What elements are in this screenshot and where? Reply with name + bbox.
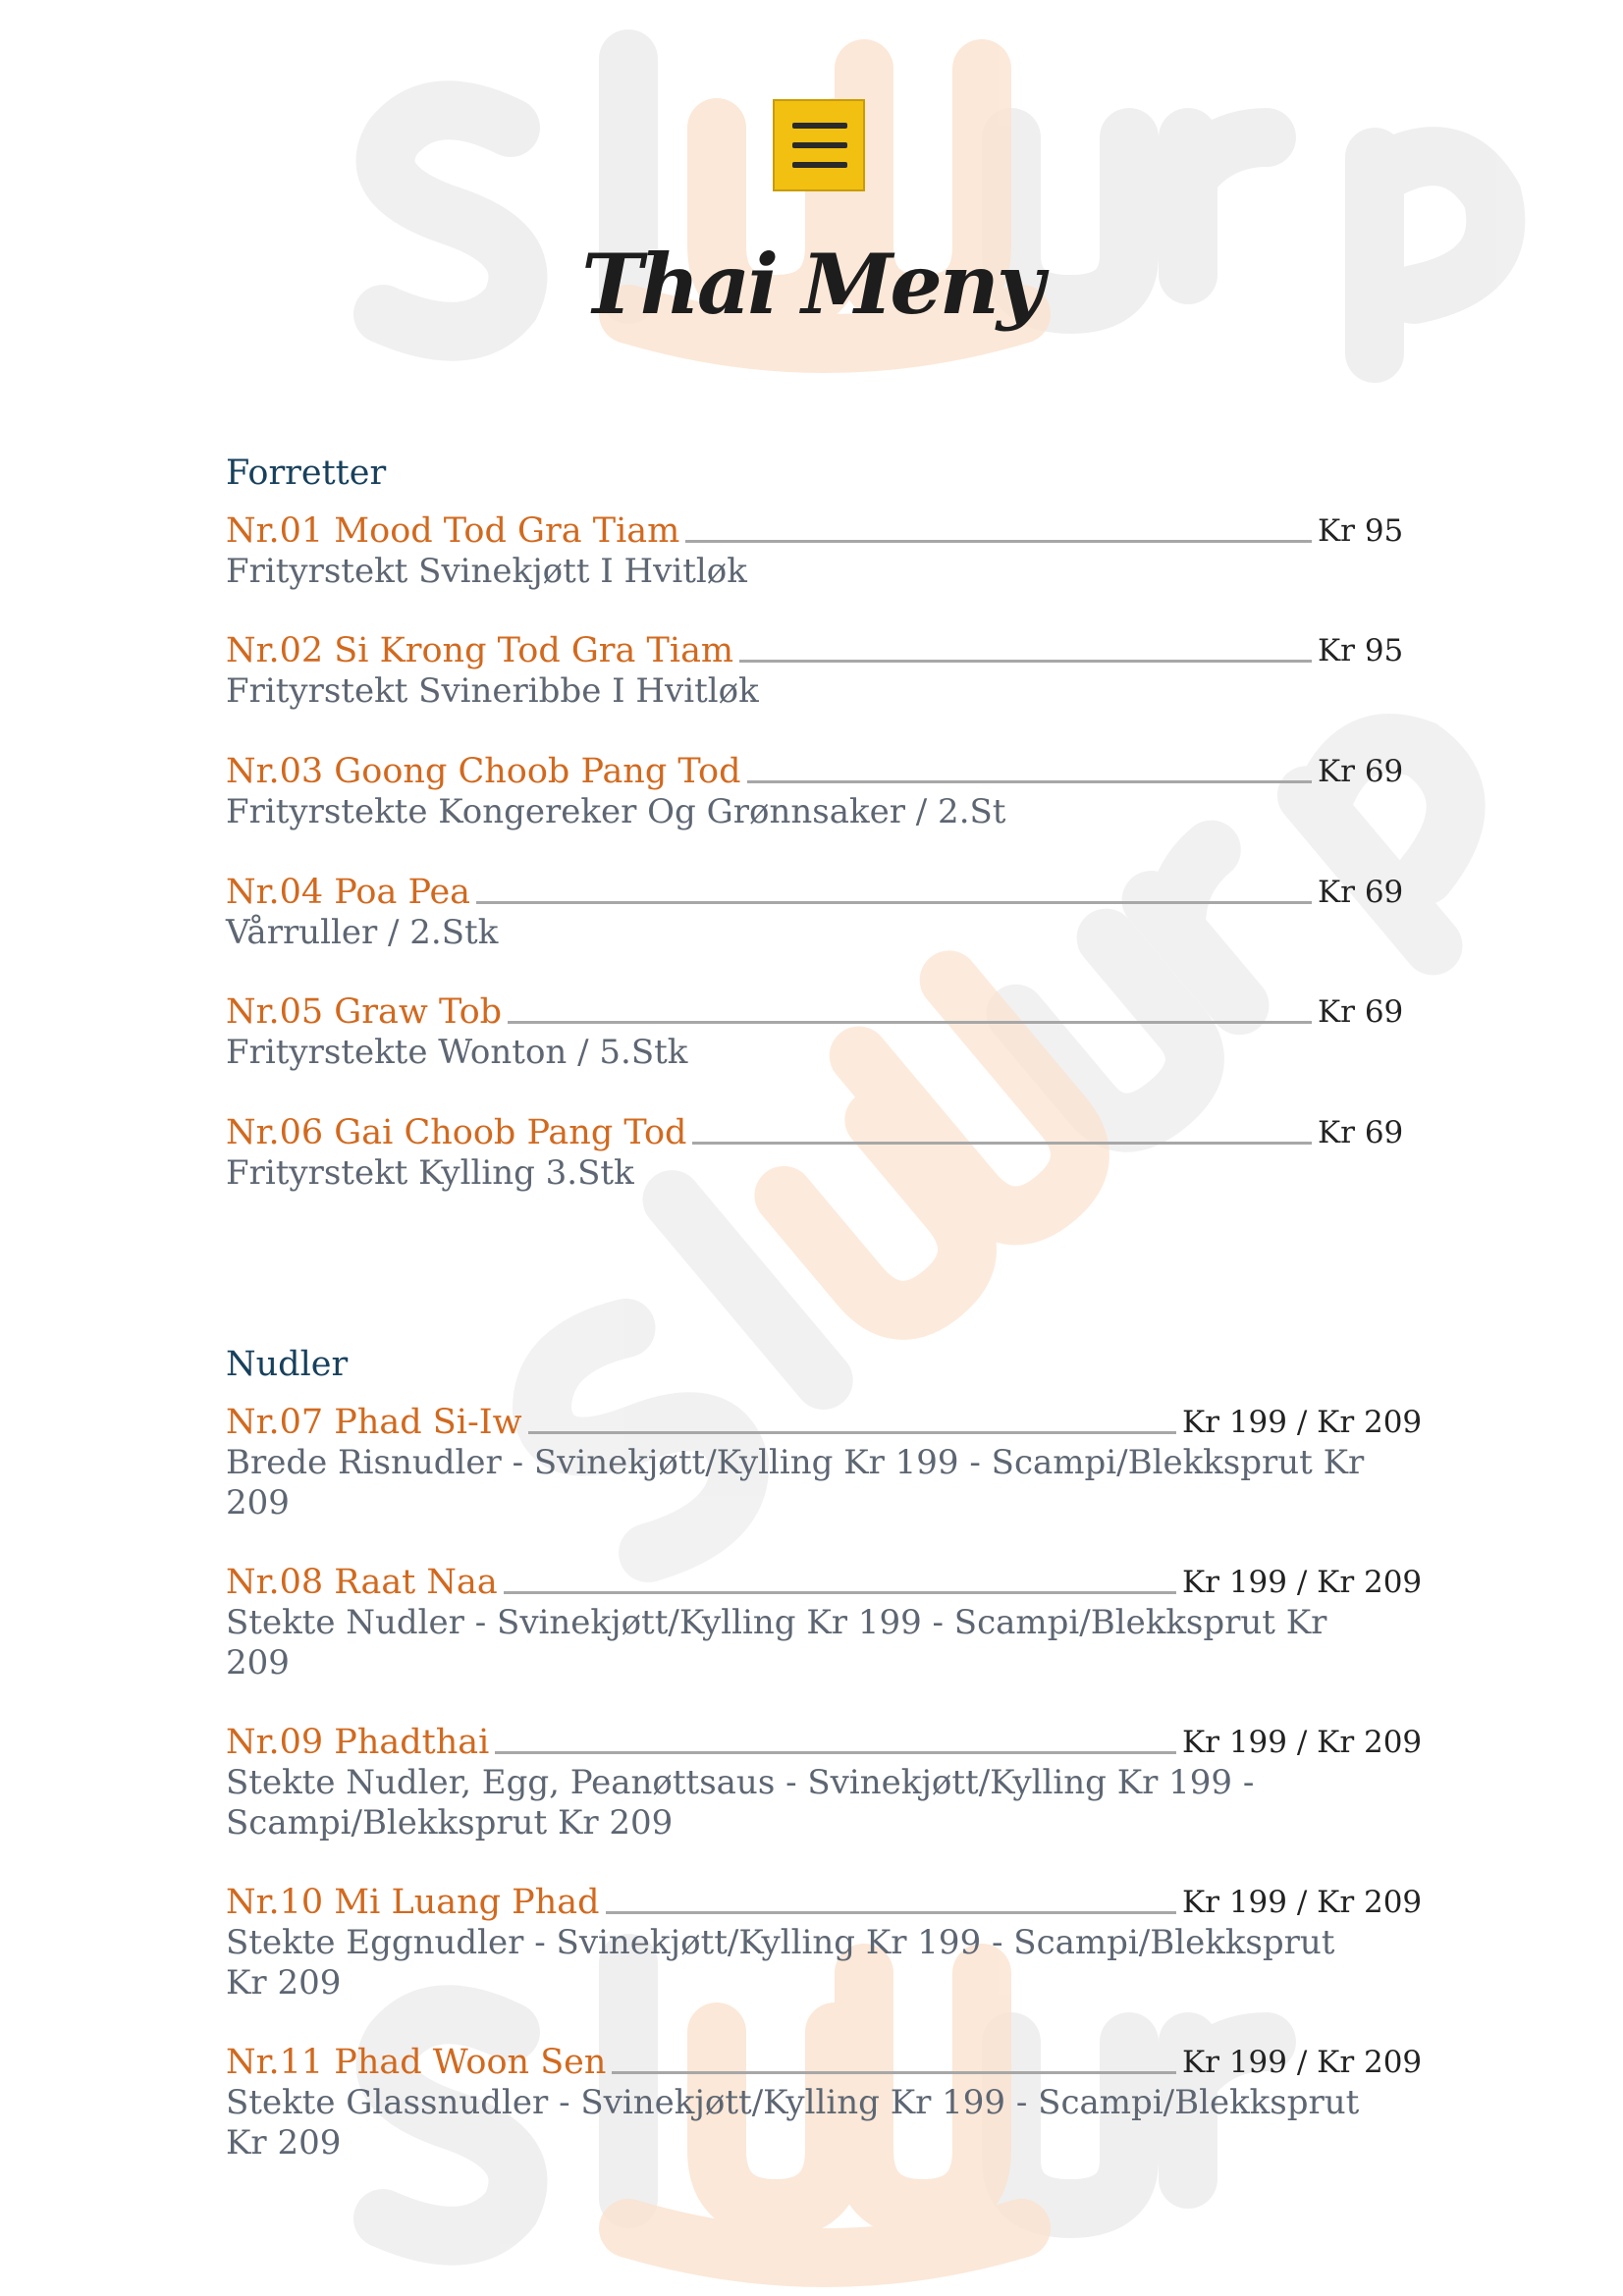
hamburger-menu-icon — [792, 123, 847, 129]
leader-line — [476, 901, 1312, 904]
item-price: Kr 199 / Kr 209 — [1182, 1885, 1423, 1920]
item-price: Kr 199 / Kr 209 — [1182, 1725, 1423, 1760]
item-description: Frityrstekt Svinekjøtt I Hvitløk — [226, 552, 747, 591]
leader-line — [528, 1431, 1176, 1434]
section-title: Nudler — [226, 1345, 349, 1384]
menu-item — [226, 630, 1404, 712]
leader-line — [692, 1142, 1312, 1145]
item-price: Kr 69 — [1318, 994, 1404, 1030]
item-name: Nr.01 Mood Tod Gra Tiam — [226, 511, 680, 551]
leader-line — [606, 1911, 1176, 1914]
menu-item — [226, 1112, 1404, 1194]
item-price: Kr 199 / Kr 209 — [1182, 1405, 1423, 1440]
item-description: Frityrstekte Wonton / 5.Stk — [226, 1033, 688, 1072]
item-price: Kr 199 / Kr 209 — [1182, 2045, 1423, 2080]
item-description: Frityrstekt Kylling 3.Stk — [226, 1153, 634, 1193]
item-name: Nr.04 Poa Pea — [226, 873, 471, 912]
menu-item — [226, 1402, 1423, 1523]
item-name: Nr.05 Graw Tob — [226, 992, 503, 1032]
menu-item — [226, 510, 1404, 592]
item-description: Frityrstekt Svineribbe I Hvitløk — [226, 671, 759, 711]
leader-line — [504, 1591, 1176, 1594]
item-description: Stekte Glassnudler - Svinekjøtt/Kylling Kr 199 - Scampi/Blekksprut Kr 209 — [226, 2083, 1360, 2163]
item-description: Frityrstekte Kongereker Og Grønnsaker / 2.St — [226, 792, 1006, 831]
item-price: Kr 95 — [1318, 633, 1404, 668]
item-name: Nr.03 Goong Choob Pang Tod — [226, 752, 741, 791]
menu-item — [226, 2042, 1423, 2163]
item-name: Nr.08 Raat Naa — [226, 1563, 498, 1602]
item-description: Stekte Nudler, Egg, Peanøttsaus - Svinekjøtt/Kylling Kr 199 - Scampi/Blekksprut Kr 209 — [226, 1763, 1255, 1842]
menu-item — [226, 1882, 1423, 2003]
item-price: Kr 69 — [1318, 875, 1404, 910]
item-price: Kr 199 / Kr 209 — [1182, 1565, 1423, 1600]
item-name: Nr.11 Phad Woon Sen — [226, 2043, 607, 2082]
section-nudler — [226, 1343, 1423, 2163]
page-title: Thai Meny — [581, 236, 1042, 333]
item-description: Stekte Eggnudler - Svinekjøtt/Kylling Kr 199 - Scampi/Blekksprut Kr 209 — [226, 1923, 1335, 2002]
item-name: Nr.06 Gai Choob Pang Tod — [226, 1113, 687, 1152]
hamburger-menu-button[interactable] — [773, 99, 865, 191]
leader-line — [685, 540, 1312, 543]
item-name: Nr.07 Phad Si-Iw — [226, 1403, 522, 1442]
leader-line — [508, 1021, 1312, 1024]
section-title: Forretter — [226, 454, 387, 493]
menu-item — [226, 1722, 1423, 1843]
menu-item — [226, 872, 1404, 953]
menu-item — [226, 991, 1404, 1073]
item-description: Brede Risnudler - Svinekjøtt/Kylling Kr 199 - Scampi/Blekksprut Kr 209 — [226, 1443, 1365, 1522]
item-price: Kr 69 — [1318, 754, 1404, 789]
item-price: Kr 95 — [1318, 513, 1404, 549]
leader-line — [739, 660, 1312, 663]
item-description: Vårruller / 2.Stk — [226, 913, 499, 952]
item-price: Kr 69 — [1318, 1115, 1404, 1150]
item-name: Nr.10 Mi Luang Phad — [226, 1883, 600, 1922]
item-name: Nr.02 Si Krong Tod Gra Tiam — [226, 631, 734, 670]
menu-item — [226, 751, 1404, 832]
leader-line — [612, 2071, 1176, 2074]
leader-line — [495, 1751, 1176, 1754]
leader-line — [747, 780, 1313, 783]
item-description: Stekte Nudler - Svinekjøtt/Kylling Kr 199 - Scampi/Blekksprut Kr 209 — [226, 1603, 1327, 1682]
section-forretter — [226, 452, 1404, 1194]
menu-item — [226, 1562, 1423, 1683]
item-name: Nr.09 Phadthai — [226, 1723, 490, 1762]
